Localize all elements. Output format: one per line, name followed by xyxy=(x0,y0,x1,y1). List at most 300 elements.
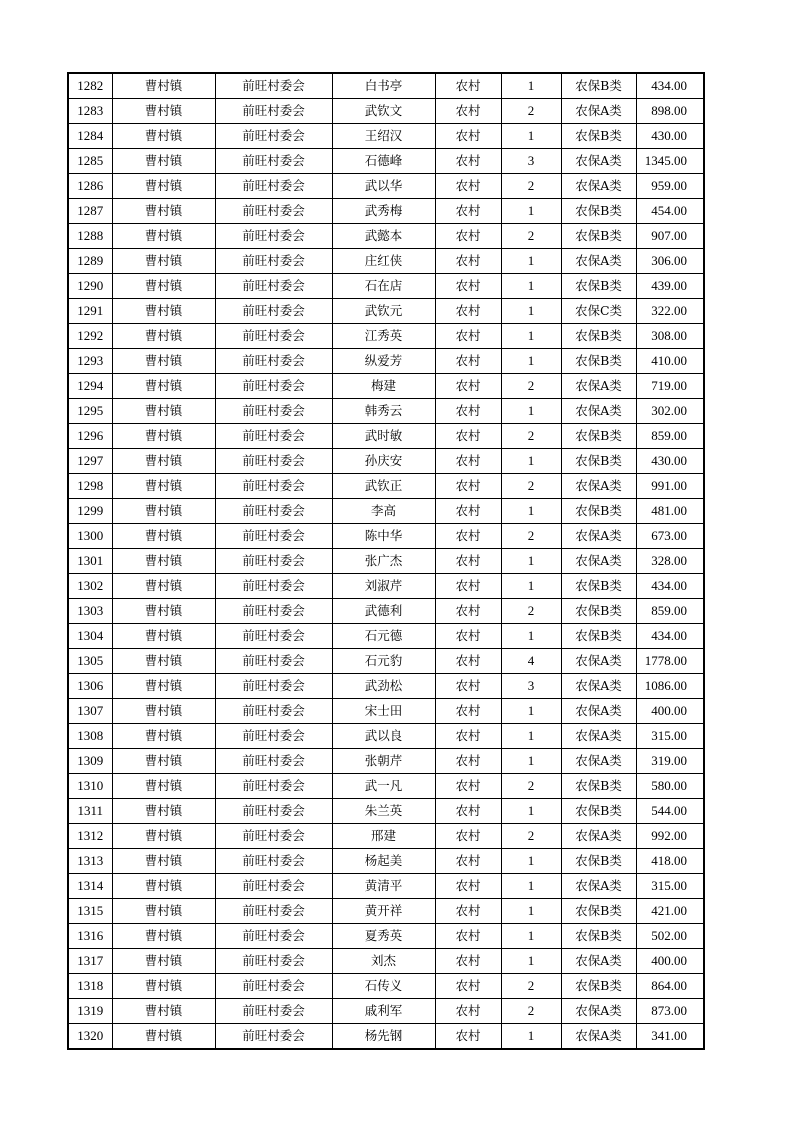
village-cell: 前旺村委会 xyxy=(215,274,332,299)
person-name-cell: 石元豹 xyxy=(332,649,435,674)
household-size-cell: 1 xyxy=(501,849,561,874)
table-row xyxy=(68,149,704,174)
area-type-cell: 农村 xyxy=(435,224,501,249)
household-size-cell: 2 xyxy=(501,774,561,799)
household-size-cell: 1 xyxy=(501,724,561,749)
village-cell: 前旺村委会 xyxy=(215,999,332,1024)
village-cell: 前旺村委会 xyxy=(215,849,332,874)
town-cell: 曹村镇 xyxy=(112,249,215,274)
table-row xyxy=(68,749,704,774)
household-size-cell: 1 xyxy=(501,249,561,274)
town-cell: 曹村镇 xyxy=(112,224,215,249)
town-cell: 曹村镇 xyxy=(112,149,215,174)
amount-cell: 434.00 xyxy=(636,73,704,99)
row-number-cell: 1300 xyxy=(68,524,112,549)
area-type-cell: 农村 xyxy=(435,199,501,224)
amount-cell: 400.00 xyxy=(636,699,704,724)
row-number-cell: 1297 xyxy=(68,449,112,474)
village-cell: 前旺村委会 xyxy=(215,699,332,724)
table-row xyxy=(68,374,704,399)
amount-cell: 400.00 xyxy=(636,949,704,974)
table-row xyxy=(68,474,704,499)
row-number-cell: 1302 xyxy=(68,574,112,599)
area-type-cell: 农村 xyxy=(435,1024,501,1050)
table-row xyxy=(68,499,704,524)
area-type-cell: 农村 xyxy=(435,249,501,274)
category-cell: 农保B类 xyxy=(561,499,636,524)
table-row xyxy=(68,724,704,749)
row-number-cell: 1288 xyxy=(68,224,112,249)
town-cell: 曹村镇 xyxy=(112,599,215,624)
amount-cell: 434.00 xyxy=(636,624,704,649)
area-type-cell: 农村 xyxy=(435,824,501,849)
category-cell: 农保A类 xyxy=(561,874,636,899)
person-name-cell: 武时敏 xyxy=(332,424,435,449)
person-name-cell: 朱兰英 xyxy=(332,799,435,824)
row-number-cell: 1292 xyxy=(68,324,112,349)
village-cell: 前旺村委会 xyxy=(215,799,332,824)
household-size-cell: 1 xyxy=(501,124,561,149)
area-type-cell: 农村 xyxy=(435,174,501,199)
row-number-cell: 1282 xyxy=(68,73,112,99)
village-cell: 前旺村委会 xyxy=(215,399,332,424)
category-cell: 农保B类 xyxy=(561,774,636,799)
amount-cell: 864.00 xyxy=(636,974,704,999)
household-size-cell: 1 xyxy=(501,799,561,824)
row-number-cell: 1310 xyxy=(68,774,112,799)
household-size-cell: 1 xyxy=(501,274,561,299)
area-type-cell: 农村 xyxy=(435,599,501,624)
household-size-cell: 2 xyxy=(501,599,561,624)
amount-cell: 418.00 xyxy=(636,849,704,874)
person-name-cell: 武钦文 xyxy=(332,99,435,124)
area-type-cell: 农村 xyxy=(435,574,501,599)
household-size-cell: 1 xyxy=(501,299,561,324)
town-cell: 曹村镇 xyxy=(112,1024,215,1050)
town-cell: 曹村镇 xyxy=(112,724,215,749)
person-name-cell: 梅建 xyxy=(332,374,435,399)
household-size-cell: 1 xyxy=(501,549,561,574)
amount-cell: 959.00 xyxy=(636,174,704,199)
category-cell: 农保A类 xyxy=(561,999,636,1024)
amount-cell: 421.00 xyxy=(636,899,704,924)
household-size-cell: 3 xyxy=(501,149,561,174)
household-size-cell: 1 xyxy=(501,699,561,724)
village-cell: 前旺村委会 xyxy=(215,549,332,574)
town-cell: 曹村镇 xyxy=(112,499,215,524)
village-cell: 前旺村委会 xyxy=(215,924,332,949)
household-size-cell: 2 xyxy=(501,99,561,124)
town-cell: 曹村镇 xyxy=(112,874,215,899)
table-row xyxy=(68,949,704,974)
household-size-cell: 1 xyxy=(501,624,561,649)
amount-cell: 319.00 xyxy=(636,749,704,774)
table-row xyxy=(68,324,704,349)
row-number-cell: 1311 xyxy=(68,799,112,824)
village-cell: 前旺村委会 xyxy=(215,224,332,249)
category-cell: 农保A类 xyxy=(561,674,636,699)
village-cell: 前旺村委会 xyxy=(215,724,332,749)
amount-cell: 302.00 xyxy=(636,399,704,424)
area-type-cell: 农村 xyxy=(435,774,501,799)
amount-cell: 306.00 xyxy=(636,249,704,274)
area-type-cell: 农村 xyxy=(435,749,501,774)
household-size-cell: 1 xyxy=(501,574,561,599)
benefit-roster-table xyxy=(67,72,705,1050)
village-cell: 前旺村委会 xyxy=(215,299,332,324)
amount-cell: 430.00 xyxy=(636,124,704,149)
person-name-cell: 石传义 xyxy=(332,974,435,999)
area-type-cell: 农村 xyxy=(435,374,501,399)
town-cell: 曹村镇 xyxy=(112,524,215,549)
household-size-cell: 1 xyxy=(501,949,561,974)
person-name-cell: 石元德 xyxy=(332,624,435,649)
area-type-cell: 农村 xyxy=(435,449,501,474)
category-cell: 农保B类 xyxy=(561,974,636,999)
row-number-cell: 1320 xyxy=(68,1024,112,1050)
village-cell: 前旺村委会 xyxy=(215,124,332,149)
town-cell: 曹村镇 xyxy=(112,949,215,974)
person-name-cell: 杨先钢 xyxy=(332,1024,435,1050)
town-cell: 曹村镇 xyxy=(112,749,215,774)
town-cell: 曹村镇 xyxy=(112,349,215,374)
row-number-cell: 1285 xyxy=(68,149,112,174)
town-cell: 曹村镇 xyxy=(112,624,215,649)
area-type-cell: 农村 xyxy=(435,73,501,99)
table-row xyxy=(68,899,704,924)
person-name-cell: 李高 xyxy=(332,499,435,524)
town-cell: 曹村镇 xyxy=(112,799,215,824)
table-row xyxy=(68,73,704,99)
table-row xyxy=(68,124,704,149)
area-type-cell: 农村 xyxy=(435,474,501,499)
person-name-cell: 白书亭 xyxy=(332,73,435,99)
village-cell: 前旺村委会 xyxy=(215,449,332,474)
table-row xyxy=(68,649,704,674)
village-cell: 前旺村委会 xyxy=(215,474,332,499)
area-type-cell: 农村 xyxy=(435,924,501,949)
village-cell: 前旺村委会 xyxy=(215,174,332,199)
table-row xyxy=(68,99,704,124)
person-name-cell: 石在店 xyxy=(332,274,435,299)
table-row xyxy=(68,774,704,799)
amount-cell: 315.00 xyxy=(636,874,704,899)
town-cell: 曹村镇 xyxy=(112,374,215,399)
row-number-cell: 1305 xyxy=(68,649,112,674)
table-row xyxy=(68,524,704,549)
row-number-cell: 1294 xyxy=(68,374,112,399)
village-cell: 前旺村委会 xyxy=(215,524,332,549)
person-name-cell: 王绍汉 xyxy=(332,124,435,149)
category-cell: 农保A类 xyxy=(561,524,636,549)
amount-cell: 322.00 xyxy=(636,299,704,324)
row-number-cell: 1295 xyxy=(68,399,112,424)
village-cell: 前旺村委会 xyxy=(215,99,332,124)
category-cell: 农保B类 xyxy=(561,624,636,649)
village-cell: 前旺村委会 xyxy=(215,349,332,374)
household-size-cell: 1 xyxy=(501,1024,561,1050)
town-cell: 曹村镇 xyxy=(112,574,215,599)
table-row xyxy=(68,399,704,424)
area-type-cell: 农村 xyxy=(435,874,501,899)
amount-cell: 544.00 xyxy=(636,799,704,824)
category-cell: 农保B类 xyxy=(561,199,636,224)
household-size-cell: 1 xyxy=(501,449,561,474)
town-cell: 曹村镇 xyxy=(112,824,215,849)
person-name-cell: 武以良 xyxy=(332,724,435,749)
person-name-cell: 夏秀英 xyxy=(332,924,435,949)
table-row xyxy=(68,599,704,624)
amount-cell: 1345.00 xyxy=(636,149,704,174)
person-name-cell: 武一凡 xyxy=(332,774,435,799)
village-cell: 前旺村委会 xyxy=(215,674,332,699)
household-size-cell: 1 xyxy=(501,749,561,774)
person-name-cell: 石德峰 xyxy=(332,149,435,174)
village-cell: 前旺村委会 xyxy=(215,749,332,774)
area-type-cell: 农村 xyxy=(435,274,501,299)
village-cell: 前旺村委会 xyxy=(215,624,332,649)
household-size-cell: 2 xyxy=(501,224,561,249)
area-type-cell: 农村 xyxy=(435,899,501,924)
row-number-cell: 1289 xyxy=(68,249,112,274)
town-cell: 曹村镇 xyxy=(112,199,215,224)
row-number-cell: 1301 xyxy=(68,549,112,574)
household-size-cell: 2 xyxy=(501,999,561,1024)
village-cell: 前旺村委会 xyxy=(215,424,332,449)
row-number-cell: 1303 xyxy=(68,599,112,624)
household-size-cell: 2 xyxy=(501,174,561,199)
area-type-cell: 农村 xyxy=(435,149,501,174)
area-type-cell: 农村 xyxy=(435,674,501,699)
household-size-cell: 1 xyxy=(501,874,561,899)
amount-cell: 580.00 xyxy=(636,774,704,799)
category-cell: 农保A类 xyxy=(561,649,636,674)
household-size-cell: 1 xyxy=(501,349,561,374)
table-row xyxy=(68,674,704,699)
category-cell: 农保A类 xyxy=(561,149,636,174)
row-number-cell: 1319 xyxy=(68,999,112,1024)
row-number-cell: 1306 xyxy=(68,674,112,699)
town-cell: 曹村镇 xyxy=(112,674,215,699)
village-cell: 前旺村委会 xyxy=(215,499,332,524)
category-cell: 农保B类 xyxy=(561,224,636,249)
town-cell: 曹村镇 xyxy=(112,649,215,674)
amount-cell: 328.00 xyxy=(636,549,704,574)
amount-cell: 439.00 xyxy=(636,274,704,299)
area-type-cell: 农村 xyxy=(435,699,501,724)
category-cell: 农保A类 xyxy=(561,249,636,274)
person-name-cell: 韩秀云 xyxy=(332,399,435,424)
table-row xyxy=(68,999,704,1024)
village-cell: 前旺村委会 xyxy=(215,649,332,674)
person-name-cell: 武秀梅 xyxy=(332,199,435,224)
row-number-cell: 1315 xyxy=(68,899,112,924)
row-number-cell: 1308 xyxy=(68,724,112,749)
category-cell: 农保A类 xyxy=(561,374,636,399)
town-cell: 曹村镇 xyxy=(112,924,215,949)
row-number-cell: 1286 xyxy=(68,174,112,199)
table-row xyxy=(68,824,704,849)
area-type-cell: 农村 xyxy=(435,649,501,674)
table-row xyxy=(68,549,704,574)
amount-cell: 873.00 xyxy=(636,999,704,1024)
area-type-cell: 农村 xyxy=(435,99,501,124)
village-cell: 前旺村委会 xyxy=(215,574,332,599)
row-number-cell: 1284 xyxy=(68,124,112,149)
amount-cell: 991.00 xyxy=(636,474,704,499)
village-cell: 前旺村委会 xyxy=(215,899,332,924)
roster-body xyxy=(68,73,704,1049)
person-name-cell: 陈中华 xyxy=(332,524,435,549)
row-number-cell: 1312 xyxy=(68,824,112,849)
village-cell: 前旺村委会 xyxy=(215,1024,332,1050)
row-number-cell: 1296 xyxy=(68,424,112,449)
amount-cell: 898.00 xyxy=(636,99,704,124)
area-type-cell: 农村 xyxy=(435,124,501,149)
area-type-cell: 农村 xyxy=(435,399,501,424)
row-number-cell: 1290 xyxy=(68,274,112,299)
area-type-cell: 农村 xyxy=(435,299,501,324)
row-number-cell: 1304 xyxy=(68,624,112,649)
amount-cell: 1086.00 xyxy=(636,674,704,699)
category-cell: 农保B类 xyxy=(561,924,636,949)
area-type-cell: 农村 xyxy=(435,799,501,824)
village-cell: 前旺村委会 xyxy=(215,774,332,799)
household-size-cell: 2 xyxy=(501,374,561,399)
table-row xyxy=(68,199,704,224)
amount-cell: 1778.00 xyxy=(636,649,704,674)
row-number-cell: 1318 xyxy=(68,974,112,999)
town-cell: 曹村镇 xyxy=(112,174,215,199)
table-row xyxy=(68,249,704,274)
table-row xyxy=(68,274,704,299)
person-name-cell: 刘淑芹 xyxy=(332,574,435,599)
row-number-cell: 1293 xyxy=(68,349,112,374)
row-number-cell: 1314 xyxy=(68,874,112,899)
town-cell: 曹村镇 xyxy=(112,274,215,299)
amount-cell: 673.00 xyxy=(636,524,704,549)
person-name-cell: 江秀英 xyxy=(332,324,435,349)
town-cell: 曹村镇 xyxy=(112,999,215,1024)
category-cell: 农保B类 xyxy=(561,599,636,624)
amount-cell: 454.00 xyxy=(636,199,704,224)
row-number-cell: 1299 xyxy=(68,499,112,524)
category-cell: 农保A类 xyxy=(561,1024,636,1050)
village-cell: 前旺村委会 xyxy=(215,974,332,999)
town-cell: 曹村镇 xyxy=(112,124,215,149)
village-cell: 前旺村委会 xyxy=(215,874,332,899)
household-size-cell: 1 xyxy=(501,324,561,349)
amount-cell: 341.00 xyxy=(636,1024,704,1050)
table-row xyxy=(68,349,704,374)
household-size-cell: 2 xyxy=(501,474,561,499)
town-cell: 曹村镇 xyxy=(112,974,215,999)
table-row xyxy=(68,424,704,449)
area-type-cell: 农村 xyxy=(435,349,501,374)
area-type-cell: 农村 xyxy=(435,974,501,999)
household-size-cell: 2 xyxy=(501,524,561,549)
area-type-cell: 农村 xyxy=(435,949,501,974)
household-size-cell: 2 xyxy=(501,424,561,449)
person-name-cell: 邢建 xyxy=(332,824,435,849)
person-name-cell: 刘杰 xyxy=(332,949,435,974)
area-type-cell: 农村 xyxy=(435,849,501,874)
village-cell: 前旺村委会 xyxy=(215,73,332,99)
amount-cell: 859.00 xyxy=(636,424,704,449)
table-row xyxy=(68,174,704,199)
category-cell: 农保A类 xyxy=(561,399,636,424)
row-number-cell: 1298 xyxy=(68,474,112,499)
category-cell: 农保A类 xyxy=(561,749,636,774)
household-size-cell: 3 xyxy=(501,674,561,699)
row-number-cell: 1309 xyxy=(68,749,112,774)
amount-cell: 719.00 xyxy=(636,374,704,399)
category-cell: 农保A类 xyxy=(561,174,636,199)
row-number-cell: 1287 xyxy=(68,199,112,224)
row-number-cell: 1283 xyxy=(68,99,112,124)
category-cell: 农保B类 xyxy=(561,274,636,299)
table-row xyxy=(68,699,704,724)
amount-cell: 315.00 xyxy=(636,724,704,749)
area-type-cell: 农村 xyxy=(435,999,501,1024)
table-row xyxy=(68,224,704,249)
town-cell: 曹村镇 xyxy=(112,774,215,799)
person-name-cell: 张广杰 xyxy=(332,549,435,574)
category-cell: 农保B类 xyxy=(561,799,636,824)
area-type-cell: 农村 xyxy=(435,524,501,549)
village-cell: 前旺村委会 xyxy=(215,249,332,274)
household-size-cell: 2 xyxy=(501,974,561,999)
row-number-cell: 1291 xyxy=(68,299,112,324)
person-name-cell: 戚利军 xyxy=(332,999,435,1024)
person-name-cell: 武钦元 xyxy=(332,299,435,324)
person-name-cell: 张朝芹 xyxy=(332,749,435,774)
village-cell: 前旺村委会 xyxy=(215,324,332,349)
village-cell: 前旺村委会 xyxy=(215,599,332,624)
household-size-cell: 4 xyxy=(501,649,561,674)
person-name-cell: 纵爱芳 xyxy=(332,349,435,374)
town-cell: 曹村镇 xyxy=(112,299,215,324)
person-name-cell: 孙庆安 xyxy=(332,449,435,474)
area-type-cell: 农村 xyxy=(435,324,501,349)
town-cell: 曹村镇 xyxy=(112,99,215,124)
category-cell: 农保B类 xyxy=(561,73,636,99)
amount-cell: 410.00 xyxy=(636,349,704,374)
category-cell: 农保A类 xyxy=(561,99,636,124)
area-type-cell: 农村 xyxy=(435,624,501,649)
amount-cell: 308.00 xyxy=(636,324,704,349)
amount-cell: 992.00 xyxy=(636,824,704,849)
category-cell: 农保C类 xyxy=(561,299,636,324)
person-name-cell: 武德利 xyxy=(332,599,435,624)
household-size-cell: 2 xyxy=(501,824,561,849)
category-cell: 农保A类 xyxy=(561,949,636,974)
area-type-cell: 农村 xyxy=(435,724,501,749)
table-row xyxy=(68,874,704,899)
person-name-cell: 宋士田 xyxy=(332,699,435,724)
amount-cell: 859.00 xyxy=(636,599,704,624)
town-cell: 曹村镇 xyxy=(112,699,215,724)
row-number-cell: 1317 xyxy=(68,949,112,974)
category-cell: 农保A类 xyxy=(561,474,636,499)
table-row xyxy=(68,574,704,599)
person-name-cell: 武以华 xyxy=(332,174,435,199)
category-cell: 农保B类 xyxy=(561,349,636,374)
person-name-cell: 黄开祥 xyxy=(332,899,435,924)
town-cell: 曹村镇 xyxy=(112,849,215,874)
person-name-cell: 杨起美 xyxy=(332,849,435,874)
table-row xyxy=(68,1024,704,1050)
